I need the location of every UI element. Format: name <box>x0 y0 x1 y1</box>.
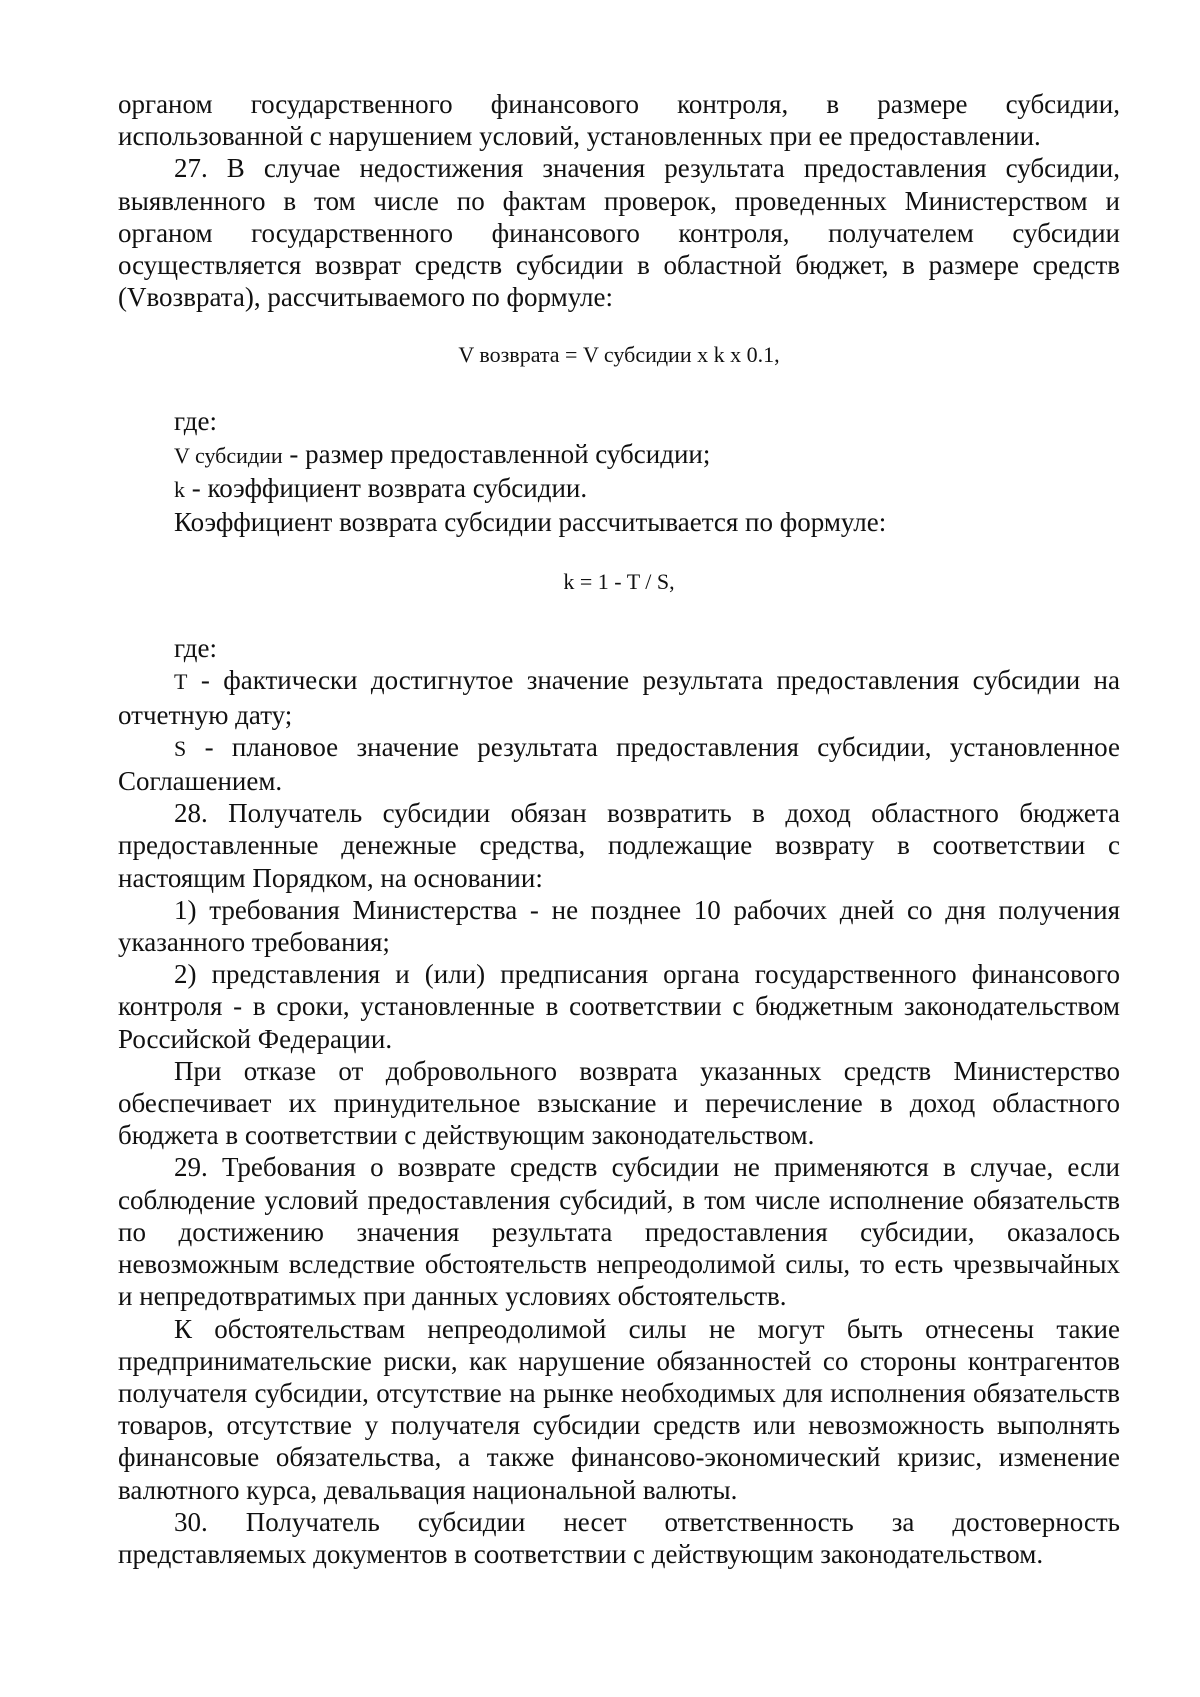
definition-k <box>118 472 1120 506</box>
paragraph-29: 29. Требования о возврате средств субсидии не применяются в случае, если соблюдение условий предоставления субсидий, в том числе исполнение обязательств по достижению значения результата предоставления субсидии, оказалось невозможным вследствие обстоятельств непреодолимой силы, то есть чрезвычайных и непредотвратимых при данных условиях обстоятельств. <box>118 1152 1120 1312</box>
document-page <box>118 88 1120 1570</box>
paragraph-27: 27. В случае недостижения значения результата предоставления субсидии, выявленного в том числе по фактам проверок, проведенных Министерством и органом государственного финансового контроля, получателем субсидии осуществляется возврат средств субсидии в областной бюджет, в размере средств (Vвозврата), рассчитываемого по формуле: <box>118 153 1120 313</box>
symbol-s: S <box>174 735 187 761</box>
paragraph-29-force-majeure: К обстоятельствам непреодолимой силы не могут быть отнесены такие предпринимательские риски, как нарушение обязанностей со стороны контрагентов получателя субсидии, отсутствие на рынке необходимых для исполнения обязательств товаров, отсутствие у получателя субсидии средств или невозможность выполнять финансовые обязательства, а также финансово-экономический кризис, изменение валютного курса, девальвация национальной валюты. <box>118 1313 1120 1505</box>
symbol-v-subsidy: V субсидии <box>174 442 283 468</box>
paragraph-28-item-1: 1) требования Министерства - не позднее 10 рабочих дней со дня получения указанного требования; <box>118 894 1120 958</box>
where-label-2: где: <box>174 633 217 664</box>
definition-s-text: - плановое значение результата предоставления субсидии, установленное Соглашением. <box>118 731 1120 797</box>
definition-s <box>118 731 1120 797</box>
paragraph-continuation: органом государственного финансового контроля, в размере субсидии, использованной с нарушением условий, установленных при ее предоставлении. <box>118 89 1120 152</box>
definition-t-text: - фактически достигнутое значение результата предоставления субсидии на отчетную дату; <box>118 665 1120 730</box>
paragraph-30: 30. Получатель субсидии несет ответственность за достоверность представляемых документов в соответствии с действующим законодательством. <box>118 1506 1120 1569</box>
symbol-k: k <box>174 476 185 502</box>
definition-v-text: - размер предоставленной субсидии; <box>282 438 711 469</box>
where-label-1: где: <box>174 406 217 437</box>
definition-t <box>118 664 1120 730</box>
coefficient-intro: Коэффициент возврата субсидии рассчитывается по формуле: <box>174 507 887 538</box>
formula-refund: V возврата = V субсидии x k x 0.1, <box>458 342 780 368</box>
paragraph-28: 28. Получатель субсидии обязан возвратить в доход областного бюджета предоставленные денежные средства, подлежащие возврату в соответствии с настоящим Порядком, на основании: <box>118 798 1120 893</box>
symbol-t: T <box>174 669 188 695</box>
definition-v-subsidy <box>118 438 1120 472</box>
definition-k-text: - коэффициент возврата субсидии. <box>185 472 588 503</box>
paragraph-28-refusal: При отказе от добровольного возврата указанных средств Министерство обеспечивает их принудительное взыскание и перечисление в доход областного бюджета в соответствии с действующим законодательством. <box>118 1055 1120 1151</box>
formula-coefficient: k = 1 - T / S, <box>563 569 675 595</box>
paragraph-28-item-2: 2) представления и (или) предписания органа государственного финансового контроля - в сроки, установленные в соответствии с бюджетным законодательством Российской Федерации. <box>118 959 1120 1054</box>
